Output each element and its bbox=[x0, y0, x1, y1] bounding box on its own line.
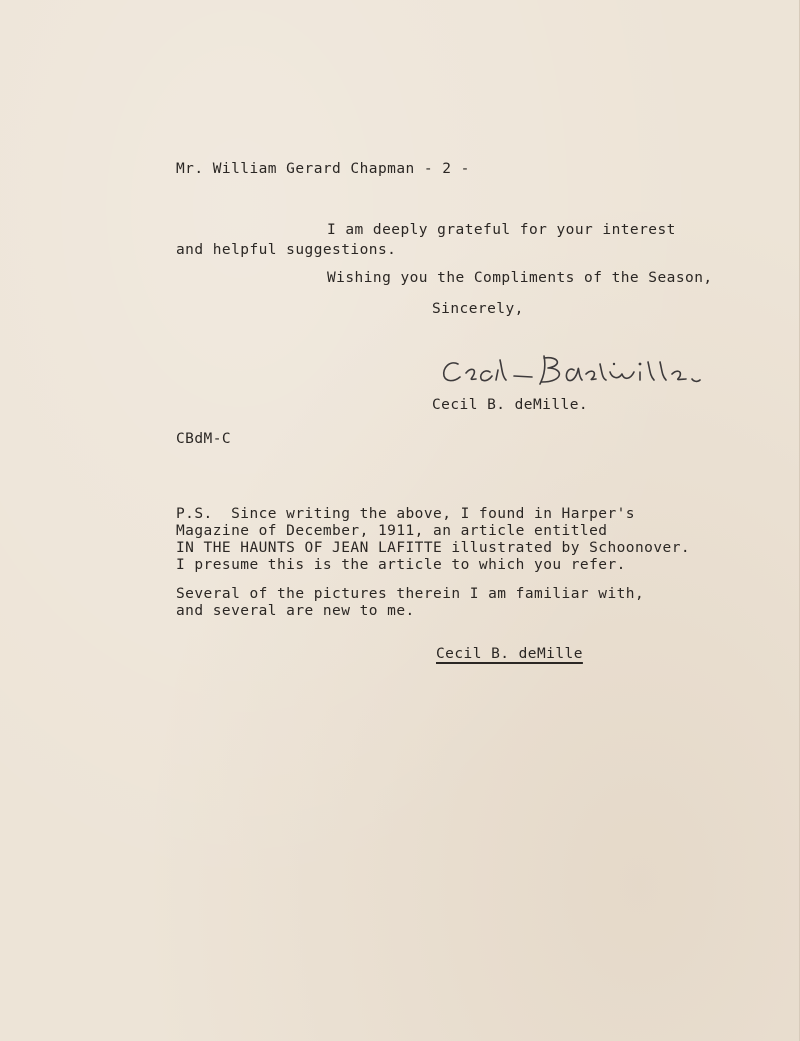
ps-line-2: Magazine of December, 1911, an article entitled bbox=[176, 523, 608, 539]
body-line-2: and helpful suggestions. bbox=[176, 242, 397, 258]
body-line-1: I am deeply grateful for your interest bbox=[327, 222, 676, 238]
letter-heading: Mr. William Gerard Chapman - 2 - bbox=[176, 161, 470, 177]
typed-signature: Cecil B. deMille. bbox=[432, 397, 589, 413]
reference-initials: CBdM-C bbox=[176, 431, 232, 447]
ps-line-3: IN THE HAUNTS OF JEAN LAFITTE illustrated by Schoonover. bbox=[176, 540, 691, 556]
ps-line-6: and several are new to me. bbox=[176, 603, 415, 619]
ps-line-1: P.S. Since writing the above, I found in Harper's bbox=[176, 506, 635, 522]
ps-line-5: Several of the pictures therein I am familiar with, bbox=[176, 586, 645, 602]
ps-signature: Cecil B. deMille bbox=[436, 646, 583, 662]
handwritten-signature bbox=[436, 346, 762, 392]
ps-line-4: I presume this is the article to which you refer. bbox=[176, 557, 626, 573]
season-wishes: Wishing you the Compliments of the Season, bbox=[327, 270, 713, 286]
closing: Sincerely, bbox=[432, 301, 524, 317]
